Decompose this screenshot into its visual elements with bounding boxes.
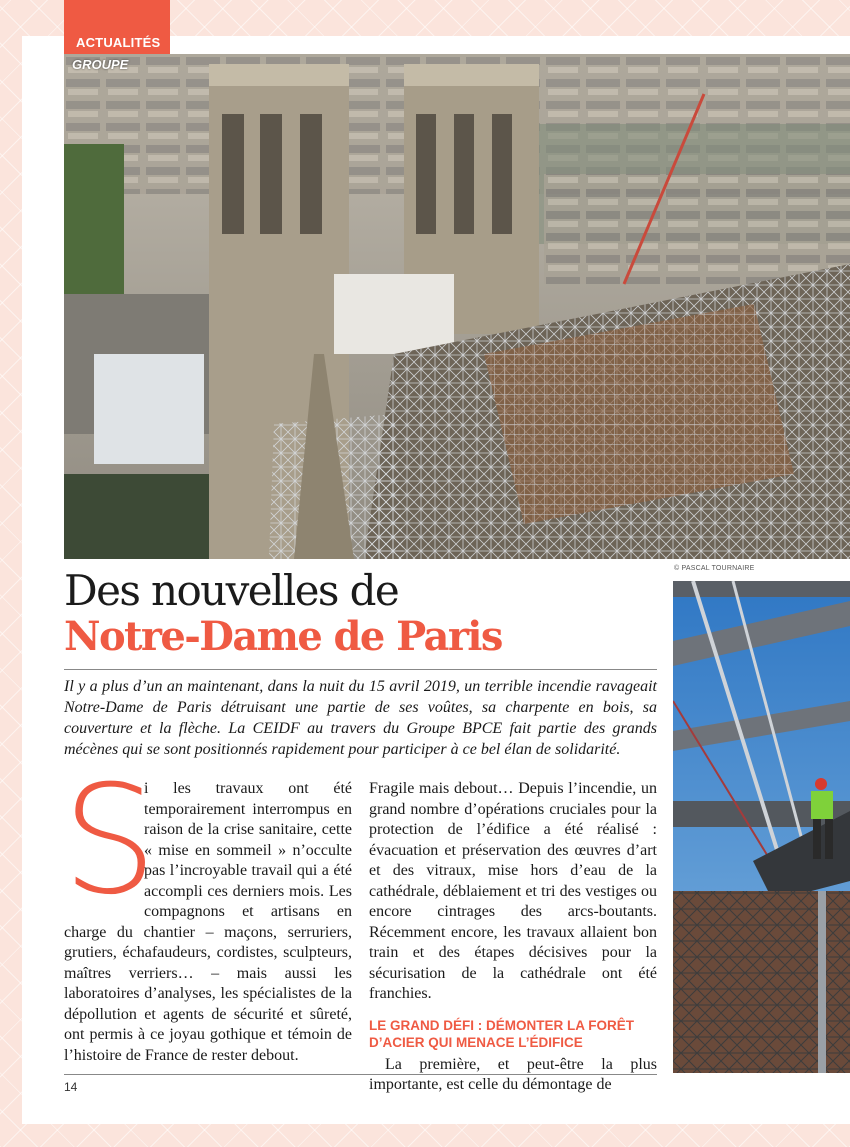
body-text-1: i les travaux ont été temporairement interrompus en raison de la crise sanitaire, cette « mise en sommeil » n’occulte pas l’incroyable travail qui a été accompli ces derniers mois. Les compagnons et artisans en charge du chantier – maçons, serruriers, grutiers, échafaudeurs, cordistes, sculpteurs, maîtres verriers… – mais aussi les laboratoires d’analyses, les spécialistes de la dépollution et agents de sécurité et sûreté, ont permis à ce joyau gothique et témoin de l’histoire de France de rester debout.	[64, 780, 352, 1064]
subheading: LE GRAND DÉFI : DÉMONTER LA FORÊT D’ACIER QUI MENACE L’ÉDIFICE	[369, 1017, 634, 1050]
headline-line-2: Notre-Dame de Paris	[64, 613, 502, 660]
hero-photo	[64, 54, 850, 559]
body-column-1	[62, 754, 352, 1066]
photo-credit: © PASCAL TOURNAIRE	[674, 565, 755, 572]
body-text-2: Fragile mais debout… Depuis l’incendie, un grand nombre d’opérations cruciales pour la protection de l’édifice a été réalisé : évacuation et préservation des œuvres d’art et des vitraux, mise hors d’eau de la cathédrale, déblaiement et tri des vestiges ou encore cintrages des arcs-boutants. Récemment encore, les travaux allaient bon train et des étapes décisives pour la sécurisation de la cathédrale ont été franchies.	[369, 780, 657, 1002]
page-number: 14	[64, 1080, 78, 1094]
section-tag	[64, 0, 170, 54]
drop-cap: S	[62, 754, 158, 928]
headline-line-1: Des nouvelles de	[64, 566, 399, 615]
body-text-3: La première, et peut-être la plus importante, est celle du démontage de	[369, 1055, 657, 1093]
divider-top	[64, 669, 657, 670]
body-column-2	[369, 779, 657, 1096]
worker-on-scaffolding-illustration	[673, 581, 850, 1073]
cathedral-scaffolding-illustration	[64, 54, 850, 559]
intro-paragraph: Il y a plus d’un an maintenant, dans la nuit du 15 avril 2019, un terrible incendie ravageait Notre-Dame de Paris détruisant une partie de ses voûtes, sa charpente en bois, sa couverture et la flèche. La CEIDF au travers du Groupe BPCE fait partie des grands mécènes qui se sont positionnés rapidement pour participer à ce bel élan de solidarité.	[64, 678, 657, 758]
section-sublabel: GROUPE	[72, 57, 129, 72]
side-photo	[673, 581, 850, 1073]
divider-bottom	[64, 1074, 657, 1075]
section-label: ACTUALITÉS	[76, 35, 161, 50]
